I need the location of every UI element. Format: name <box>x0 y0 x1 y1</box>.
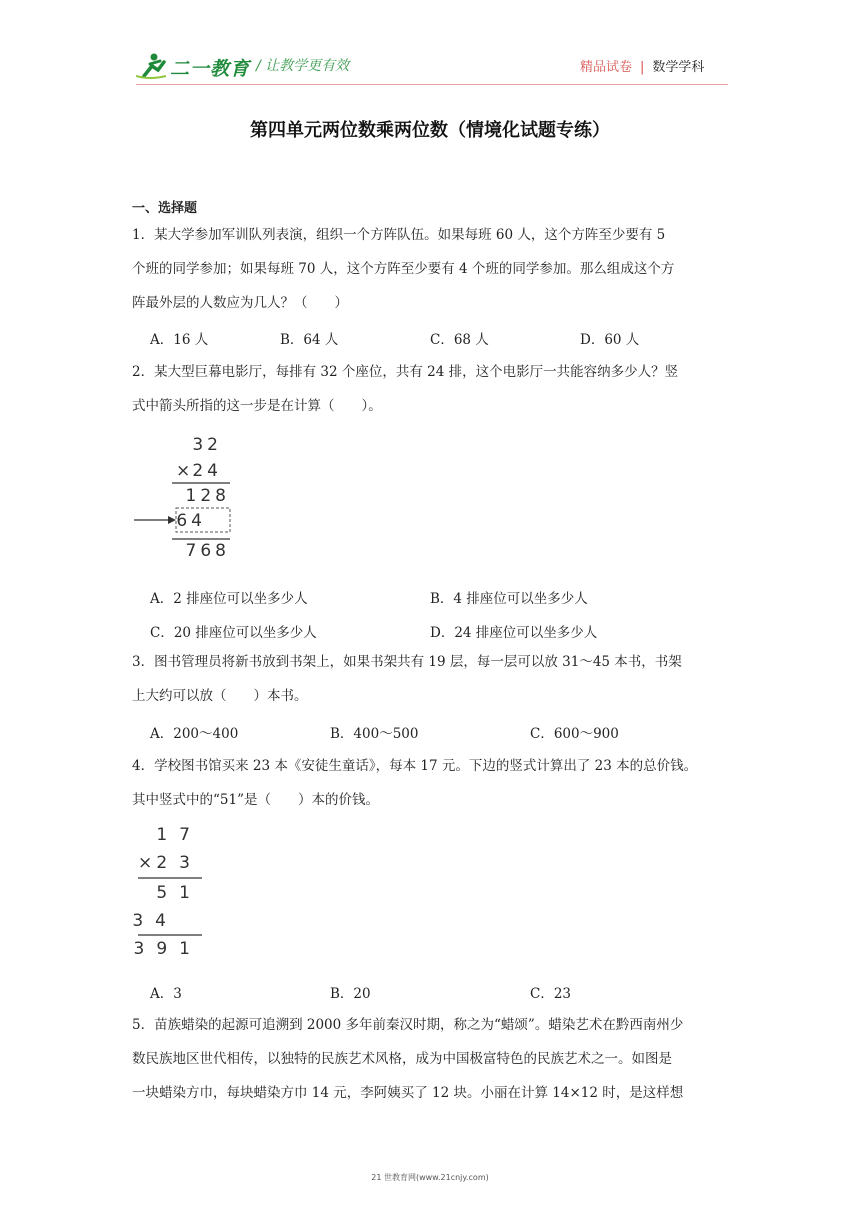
option-b[interactable]: B．64 人 <box>280 332 339 348</box>
question-5 <box>132 1008 732 1110</box>
question-line: 上大约可以放（ ）本书。 <box>132 688 308 704</box>
question-line: 4．学校图书馆买来 23 本《安徒生童话》，每本 17 元。下边的竖式计算出了 23 本的总价钱。 <box>132 758 698 774</box>
question-line: 5．苗族蜡染的起源可追溯到 2000 多年前秦汉时期，称之为“蜡颂”。蜡染艺术在黔西南州少 <box>132 1017 684 1033</box>
option-c[interactable]: C．600～900 <box>530 726 619 742</box>
option-a[interactable]: A．3 <box>150 986 182 1002</box>
question-4 <box>132 749 732 817</box>
vertical-calculation-figure <box>132 820 222 960</box>
subject-label: 数学学科 <box>652 60 705 75</box>
question-line: 1．某大学参加军训队列表演，组织一个方阵队伍。如果每班 60 人，这个方阵至少要有 5 <box>132 227 666 243</box>
option-d[interactable]: D．24 排座位可以坐多少人 <box>430 625 598 641</box>
calc-multiplicand: 17 <box>156 825 202 845</box>
question-line: 一块蜡染方巾，每块蜡染方巾 14 元，李阿姨买了 12 块。小丽在计算 14×12 时，是这样想 <box>132 1085 684 1101</box>
calc-operator: × <box>138 853 153 873</box>
option-a[interactable]: A．200～400 <box>150 726 239 742</box>
question-line: 阵最外层的人数应为几人？（ ） <box>132 295 348 311</box>
header-divider: | <box>640 60 645 75</box>
option-c[interactable]: C．20 排座位可以坐多少人 <box>150 625 317 641</box>
calc-partial-1: 128 <box>185 486 230 506</box>
question-line: 式中箭头所指的这一步是在计算（ ）。 <box>132 398 382 414</box>
header-right <box>580 56 704 75</box>
calc-multiplicand: 32 <box>192 435 222 455</box>
header-rule <box>136 84 728 85</box>
question-line: 个班的同学参加；如果每班 70 人，这个方阵至少要有 4 个班的同学参加。那么组成这个方 <box>132 261 675 277</box>
question-line: 其中竖式中的“51”是（ ）本的价钱。 <box>132 792 379 808</box>
calc-result: 768 <box>185 541 230 561</box>
calc-partial-2: 34 <box>132 911 178 931</box>
option-b[interactable]: B．400～500 <box>330 726 419 742</box>
option-d[interactable]: D．60 人 <box>580 332 640 348</box>
question-1 <box>132 218 732 320</box>
footer: 21 世教育网(www.21cnjy.com) <box>371 1173 489 1182</box>
section-heading: 一、选择题 <box>132 201 198 216</box>
calc-multiplier: 24 <box>192 461 222 481</box>
question-line: 3．图书管理员将新书放到书架上，如果书架共有 19 层，每一层可以放 31～45 本书，书架 <box>132 654 682 670</box>
option-b[interactable]: B．20 <box>330 986 371 1002</box>
slogan: / 让教学更有效 <box>256 58 350 74</box>
question-line: 数民族地区世代相传，以独特的民族艺术风格，成为中国极富特色的民族艺术之一。如图是 <box>132 1051 672 1067</box>
question-line: 2．某大型巨幕电影厅，每排有 32 个座位，共有 24 排，这个电影厅一共能容纳多少人？竖 <box>132 364 679 380</box>
option-a[interactable]: A．2 排座位可以坐多少人 <box>150 591 308 607</box>
option-b[interactable]: B．4 排座位可以坐多少人 <box>430 591 588 607</box>
calc-partial-2: 64 <box>176 511 206 531</box>
vertical-calculation-figure <box>130 428 250 564</box>
calc-operator: × <box>176 461 191 481</box>
calc-result: 391 <box>133 939 202 959</box>
quality-label: 精品试卷 <box>580 60 633 75</box>
page-title: 第四单元两位数乘两位数（情境化试题专练） <box>250 120 610 141</box>
question-3 <box>132 645 732 713</box>
question-2 <box>132 355 732 423</box>
logo-text: 二一教育 <box>170 58 251 80</box>
option-c[interactable]: C．68 人 <box>430 332 489 348</box>
calc-partial-1: 51 <box>156 883 202 903</box>
calc-multiplier: 23 <box>156 853 202 873</box>
option-a[interactable]: A．16 人 <box>150 332 209 348</box>
option-c[interactable]: C．23 <box>530 986 572 1002</box>
